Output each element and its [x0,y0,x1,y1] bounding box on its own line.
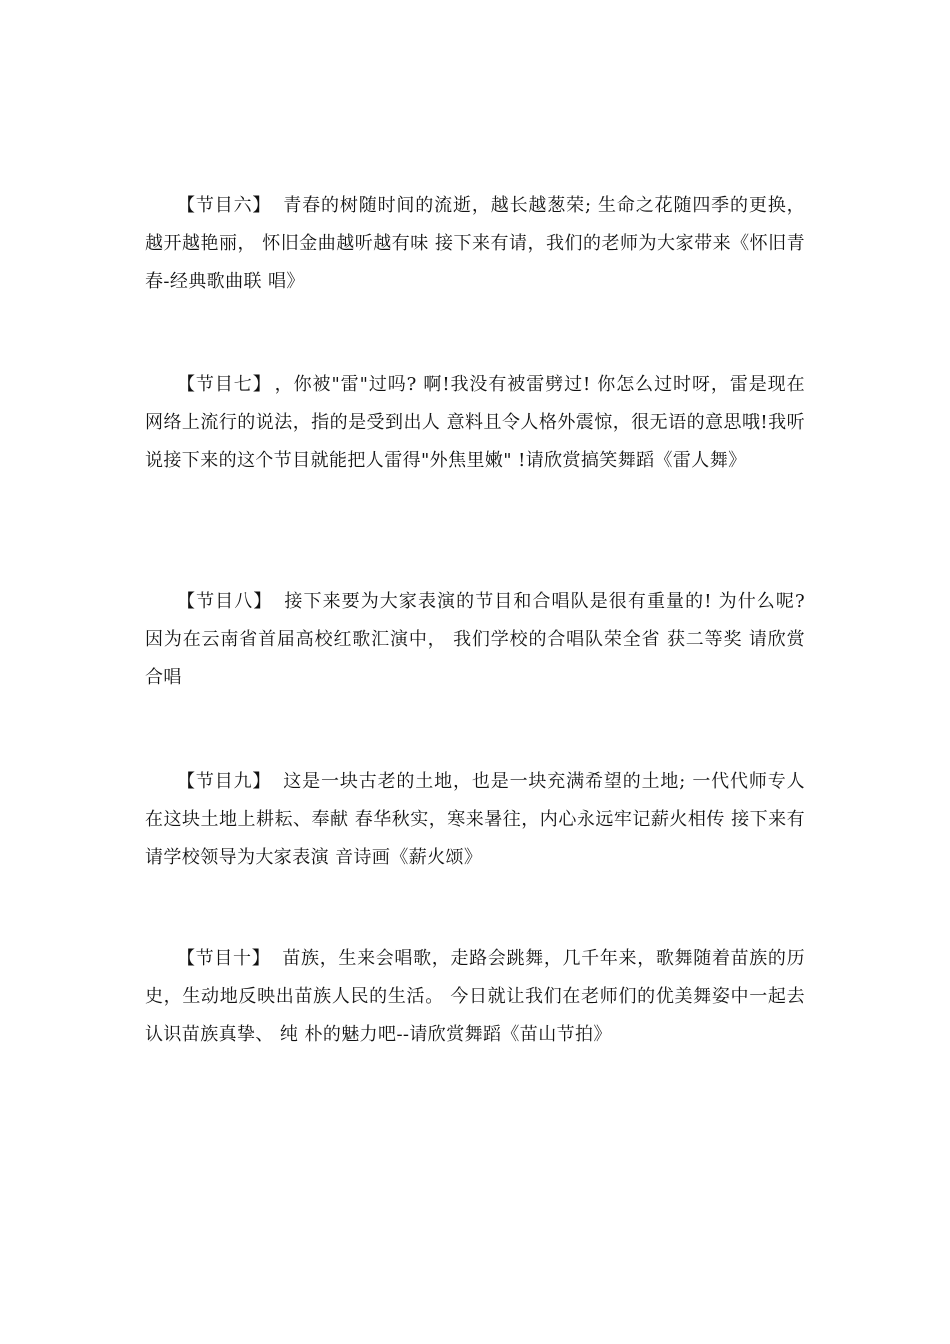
program-8-text: 接下来要为大家表演的节目和合唱队是很有重量的! 为什么呢? 因为在云南省首届高校红歌汇演中， 我们学校的合唱队荣全省 获二等奖 请欣赏合唱 [145,591,805,688]
program-6-text: 青春的树随时间的流逝，越长越葱荣; 生命之花随四季的更换，越开越艳丽， 怀旧金曲越听越有味 接下来有请，我们的老师为大家带来《怀旧青春-经典歌曲联 唱》 [145,195,806,292]
program-9-label: 【节目九】 [177,771,272,792]
program-8-label: 【节目八】 [177,591,273,612]
program-10-text: 苗族，生来会唱歌，走路会跳舞，几千年来，歌舞随着苗族的历史，生动地反映出苗族人民的生活。 今日就让我们在老师们的优美舞姿中一起去认识苗族真挚、 纯 朴的魅力吧--请欣赏舞蹈《苗山节拍》 [145,948,805,1045]
program-9-paragraph [145,763,805,877]
program-8-paragraph [145,583,805,697]
program-10-label: 【节目十】 [177,948,271,969]
program-9-text: 这是一块古老的土地，也是一块充满希望的土地; 一代代师专人在这块土地上耕耘、奉献 春华秋实，寒来暑往，内心永远牢记薪火相传 接下来有请学校领导为大家表演 音诗画《薪火颂》 [145,771,806,868]
program-6-paragraph [145,187,805,301]
program-7-paragraph [145,366,805,480]
program-7-text: ，你被"雷"过吗? 啊!我没有被雷劈过! 你怎么过时呀，雷是现在网络上流行的说法，指的是受到出人 意料且令人格外震惊，很无语的意思哦!我听说接下来的这个节目就能把人雷得"外焦里嫩" !请欣赏搞笑舞蹈《雷人舞》 [145,374,806,471]
program-6-label: 【节目六】 [177,195,272,216]
program-7-label: 【节目七】 [177,374,263,395]
program-10-paragraph [145,940,805,1054]
